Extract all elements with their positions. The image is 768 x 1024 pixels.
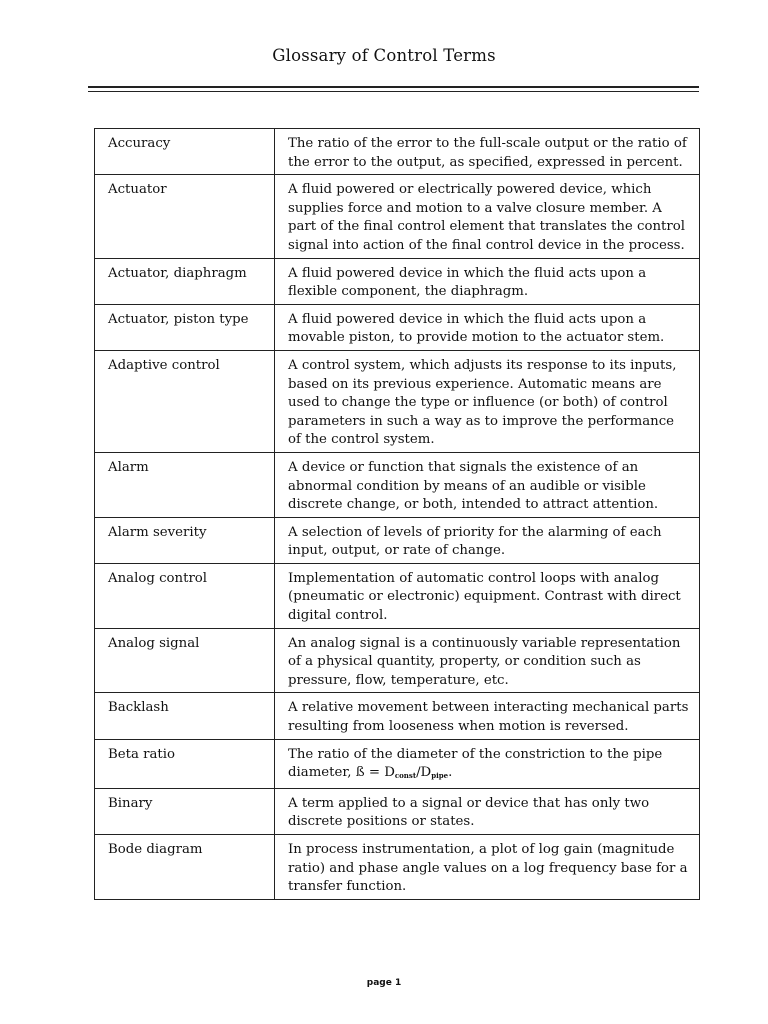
term-cell: Analog signal bbox=[95, 628, 275, 693]
title-rule-thick bbox=[88, 86, 699, 88]
subscript-pipe: pipe bbox=[431, 771, 449, 781]
page-number: page 1 bbox=[366, 978, 402, 988]
definition-cell: A fluid powered or electrically powered device, which supplies force and motion to a valve closure member. A part of the final control element that translates the control signal into action of the final control device in the process. bbox=[275, 175, 700, 258]
term-cell: Backlash bbox=[95, 693, 275, 739]
table-row bbox=[95, 835, 700, 900]
term-cell: Alarm bbox=[95, 452, 275, 517]
definition-cell: A fluid powered device in which the fluid acts upon a movable piston, to provide motion to the actuator stem. bbox=[275, 304, 700, 350]
table-row bbox=[95, 563, 700, 628]
term-cell: Actuator, piston type bbox=[95, 304, 275, 350]
term-cell: Accuracy bbox=[95, 129, 275, 175]
subscript-const: const bbox=[394, 771, 417, 781]
definition-cell: A selection of levels of priority for the alarming of each input, output, or rate of change. bbox=[275, 517, 700, 563]
table-row bbox=[95, 739, 700, 788]
definition-cell: A relative movement between interacting mechanical parts resulting from looseness when motion is reversed. bbox=[275, 693, 700, 739]
page-title: Glossary of Control Terms bbox=[272, 46, 496, 65]
term-cell: Alarm severity bbox=[95, 517, 275, 563]
table-row bbox=[95, 304, 700, 350]
term-cell: Actuator bbox=[95, 175, 275, 258]
term-cell: Beta ratio bbox=[95, 739, 275, 788]
table-row bbox=[95, 693, 700, 739]
table-row bbox=[95, 129, 700, 175]
term-cell: Analog control bbox=[95, 563, 275, 628]
table-row bbox=[95, 350, 700, 452]
definition-cell: Implementation of automatic control loops with analog (pneumatic or electronic) equipment. Contrast with direct digital control. bbox=[275, 563, 700, 628]
definition-cell: A control system, which adjusts its response to its inputs, based on its previous experience. Automatic means are used to change the type or influence (or both) of control parameters in such a way as to improve the performance of the control system. bbox=[275, 350, 700, 452]
definition-cell: The ratio of the error to the full-scale output or the ratio of the error to the output, as specified, expressed in percent. bbox=[275, 129, 700, 175]
term-cell: Adaptive control bbox=[95, 350, 275, 452]
table-row bbox=[95, 788, 700, 834]
definition-cell: A device or function that signals the existence of an abnormal condition by means of an audible or visible discrete change, or both, intended to attract attention. bbox=[275, 452, 700, 517]
term-cell: Bode diagram bbox=[95, 835, 275, 900]
glossary-table bbox=[94, 128, 700, 900]
term-cell: Binary bbox=[95, 788, 275, 834]
definition-cell: A fluid powered device in which the fluid acts upon a flexible component, the diaphragm. bbox=[275, 258, 700, 304]
definition-text-mid: /D bbox=[416, 765, 432, 781]
definition-cell bbox=[275, 739, 700, 788]
table-row bbox=[95, 175, 700, 258]
table-row bbox=[95, 628, 700, 693]
title-rule-thin bbox=[88, 91, 699, 92]
table-row bbox=[95, 452, 700, 517]
definition-text-end: . bbox=[448, 765, 453, 781]
term-cell: Actuator, diaphragm bbox=[95, 258, 275, 304]
definition-text: The ratio of the diameter of the constriction to the pipe diameter, ß = D bbox=[288, 746, 663, 781]
table-row bbox=[95, 517, 700, 563]
definition-cell: In process instrumentation, a plot of log gain (magnitude ratio) and phase angle values on a log frequency base for a transfer function. bbox=[275, 835, 700, 900]
table-row bbox=[95, 258, 700, 304]
definition-cell: A term applied to a signal or device that has only two discrete positions or states. bbox=[275, 788, 700, 834]
definition-cell: An analog signal is a continuously variable representation of a physical quantity, property, or condition such as pressure, flow, temperature, etc. bbox=[275, 628, 700, 693]
